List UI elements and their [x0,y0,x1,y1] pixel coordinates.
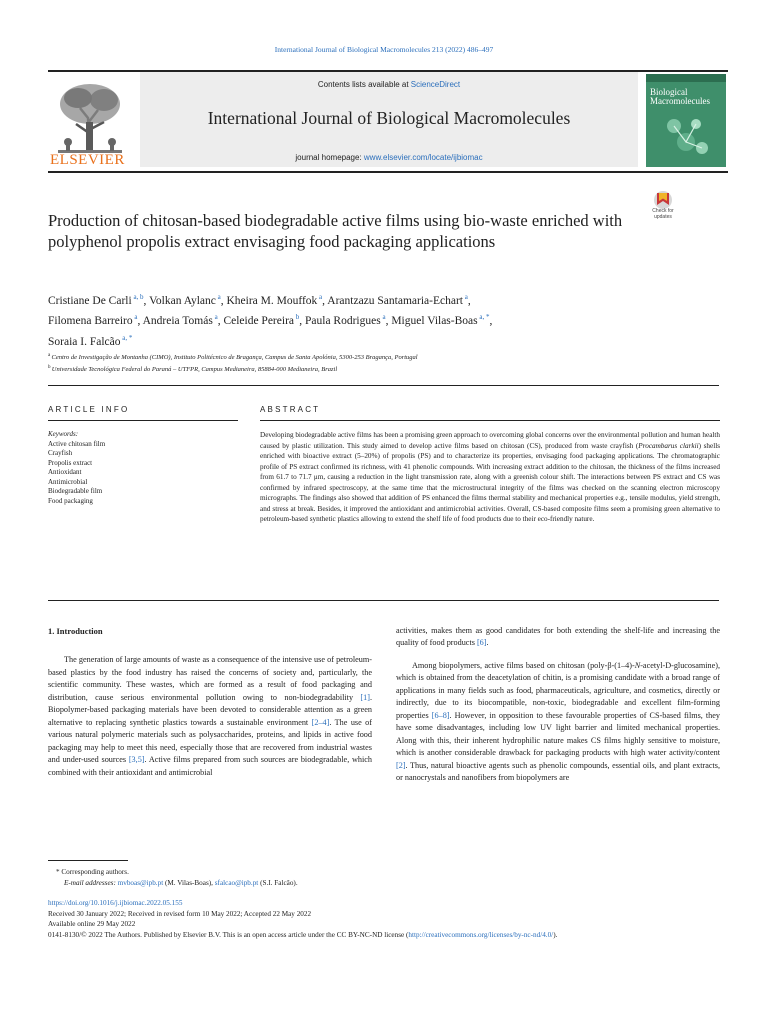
citation-link[interactable]: [2–4] [311,717,330,727]
affiliation-marker: b [48,364,52,370]
paragraph-text: . Thus, natural bioactive agents such as phenolic compounds, essential oils, and plant extracts, or nanocrystals and nanofibers from biopolymers are [396,760,720,782]
keyword-item: Food packaging [48,496,93,505]
author-affiliation-marker[interactable]: b [294,313,300,322]
author-separator: , [220,294,227,307]
author-separator: , [385,315,392,328]
keyword-item: Crayfish [48,449,73,457]
contents-prefix: Contents lists available at [317,80,411,89]
intro-paragraph-1-cont [396,625,720,650]
email-name-2: (S.I. Falcão). [258,878,298,887]
license-prefix: 0141-8130/© 2022 The Authors. Published by Elsevier B.V. This is an open access article under the CC BY-NC-ND license ( [48,930,409,939]
citation-link[interactable]: [6–8] [431,710,450,720]
cover-title-line2: Macromolecules [650,96,710,106]
paragraph-text: . The use of various natural polymeric materials such as polysaccharides, proteins, and lipids in active food packaging may help to meet this need, especially those that are recovered from industrial wastes and under-used sources [48,717,372,765]
cover-topbar [646,74,726,82]
cover-title [650,88,710,106]
citation-link[interactable]: [3,5] [128,755,145,765]
crossmark-badge-icon [648,190,678,210]
affiliation-item [48,351,688,363]
header-center-panel [140,72,638,167]
body-column-right [396,625,720,784]
author-list [48,289,688,350]
author-name: Kheira M. Mouffok [226,294,318,307]
author-separator: , [467,294,471,307]
corresponding-note: * Corresponding authors. [56,868,129,876]
crossmark-line2: updates [654,213,672,220]
author-name: Volkan Aylanc [149,294,216,307]
section-heading-introduction: 1. Introduction [48,626,103,636]
affiliation-list [48,351,688,374]
keyword-item: Antimicrobial [48,477,88,486]
author-affiliation-marker[interactable]: a, b [131,293,144,301]
paragraph-text: . [486,638,489,648]
email-link-2[interactable]: sfalcao@ipb.pt [214,878,259,887]
intro-paragraph-2 [396,660,720,785]
author-separator: , [217,315,224,328]
cover-molecule-icon [660,112,712,160]
paragraph-text: . Active films prepared from such sources are biodegradable, which combined with their antioxidant and antimicrobial [48,755,372,777]
author-name: Andreia Tomás [142,315,213,328]
affiliation-item [48,363,688,375]
article-info-heading: ARTICLE INFO [48,405,130,414]
divider-bottom [48,600,719,601]
author-separator: , [322,294,328,307]
abstract-heading: ABSTRACT [260,405,321,414]
paragraph-text: The generation of large amounts of waste as a consequence of the intensive use of petroleum-based plastics by the food industry has raised the concerns of society and, particularly, the scientific community. These wastes, which are formed as a result of food packaging and distribution, cause serious environmental pollution owing to non-biodegradability [48,655,372,702]
paragraph-gap [396,650,720,660]
paragraph-text: Among biopolymers, active films based on chitosan (poly-β-(1–4)- [412,660,635,670]
citation-link[interactable]: [2] [396,760,406,770]
author-name: Arantzazu Santamaria-Echart [327,294,463,307]
email-label: E-mail addresses: [64,878,118,887]
keywords-list [48,440,238,507]
author-affiliation-marker[interactable]: a [462,293,468,301]
species-name: Procambarus clarkii [638,441,699,450]
citation-link[interactable]: [6] [476,638,487,648]
email-line [48,878,728,889]
author-affiliation-marker[interactable]: a, * [477,313,490,322]
journal-reference[interactable]: International Journal of Biological Macromolecules 213 (2022) 486–497 [274,45,494,54]
author-separator: , [489,315,493,328]
sciencedirect-link[interactable]: ScienceDirect [410,80,461,89]
license-line [48,930,728,941]
author-separator: , [299,315,305,328]
license-suffix: ). [553,930,558,939]
paragraph-text: . However, in opposition to these favourable properties of CS-based films, they have some disadvantages, including low UV light barrier and limited mechanical properties. Along with this, their inherent hydrophilic nature makes CS films highly sensitive to moisture, which is another considerable drawback for packaging products with high water activity/content [396,710,720,758]
received-dates: Received 30 January 2022; Received in revised form 10 May 2022; Accepted 22 May 2022 [48,909,312,918]
author-name: Miguel Vilas-Boas [391,315,478,328]
affiliation-marker: a [48,353,52,358]
footnote-rule [48,860,128,861]
keywords-block [48,430,238,506]
author-affiliation-marker[interactable]: a [212,313,218,322]
crossmark-icon[interactable] [648,190,678,232]
keyword-item: Propolis extract [48,458,93,467]
journal-header [48,70,728,173]
citation-link[interactable]: [1] [360,692,370,702]
intro-paragraph-1 [48,654,372,779]
crossmark-label [648,209,678,220]
email-link-1[interactable]: mvboas@ipb.pt [117,878,164,887]
abstract-text: Developing biodegradable active films has been a promising green approach to overcoming global concerns over the environmental pollution and human health caused by plastic utilization. This study aimed to develop active films based on chitosan (CS), produced from waste crayfish (Procambarus clarkii) shells enriched with bioactive extract (5–20%) of propolis (PS) and to characterize its properties, envisaging food packaging applications. The chromatographic profile of PS extract confirmed its richness, with 41 phenolic compounds. With increasing extract addition to the chitosan, the thickness of the films increased from 61.7 to 71.7 μm, causing a reduction in the light transmission rate, along with a greenish colour shift. The interactions between PS extract and CS was confirmed by infrared spectroscopy, at the same time that the microstructural integrity of the films was checked on the scanning electron microscopy micrographs. The findings also showed that addition of PS enhanced the films thermal stability and mechanical properties e.g., tensile modulus, yield strength, and stress at break. Besides, it improved the antioxidant and antimicrobial activities. Overall, CS-based composite films seem a promising green alternative to petroleum-based synthetic plastics allowing to extend the shelf life of food products due to their eco-friendly nature. [260,431,720,523]
paragraph-text: activities, makes them as good candidates for both extending the shelf-life and increasing the quality of food products [396,626,720,648]
author-affiliation-marker[interactable]: a, * [120,333,133,342]
author-affiliation-marker[interactable]: a [380,313,386,322]
paragraph-text: -acetyl-D-glucosamine), which is obtained from the deacetylation of chitin, is a promising candidate with a broad range of applications in many fields such as food, pharmaceuticals, agriculture, and cosmetics, directly or indirectly, due to its biocompatible, non-toxic, biodegradable and excellent film-forming properties [396,660,720,720]
contents-line [140,80,638,89]
author-name: Celeide Pereira [223,315,294,328]
author-separator: , [143,294,150,307]
body-column-left [48,625,372,779]
author-affiliation-marker[interactable]: a [317,293,323,301]
available-online: Available online 29 May 2022 [48,920,136,928]
paragraph-text: . Biopolymer-based packaging materials have been devoted to considerable attention as a green alternative to replacing synthetic plastics towards a sustainable environment [48,692,372,727]
author-affiliation-marker[interactable]: a [132,313,138,322]
keyword-item: Active chitosan film [48,439,106,448]
affiliation-text: Centro de Investigação de Montanha (CIMO), Instituto Politécnico de Bragança, Campus de Santa Apolónia, 5300-253 Bragança, Portugal [51,354,418,362]
keyword-item: Antioxidant [48,468,82,476]
author-affiliation-marker[interactable]: a [215,293,221,301]
license-link[interactable]: http://creativecommons.org/licenses/by-nc-nd/4.0/ [408,930,554,939]
article-title: Production of chitosan-based biodegradable active films using bio-waste enriched with polyphenol propolis extract envisaging food packaging applications [48,211,623,251]
article-metadata [48,898,728,940]
homepage-line [140,153,638,162]
divider-top [48,385,719,386]
crossmark-line1: Check for [652,208,674,214]
author-separator: , [137,315,143,328]
elsevier-wordmark: ELSEVIER [50,152,125,168]
author-name: Cristiane De Carli [48,294,132,307]
journal-cover[interactable] [646,74,726,167]
doi-link[interactable]: https://doi.org/10.1016/j.ijbiomac.2022.05.155 [48,899,183,907]
homepage-prefix: journal homepage: [295,153,364,162]
cover-title-line1: Biological [650,87,688,97]
italic-text: N [634,660,641,670]
journal-title: International Journal of Biological Macromolecules [207,108,571,128]
author-name: Paula Rodrigues [305,315,381,328]
keyword-item: Biodegradable film [48,487,103,495]
affiliation-text: Universidade Tecnológica Federal do Paraná – UTFPR, Campus Medianeira, 85884-000 Medianeira, Brazil [51,365,338,373]
author-name: Filomena Barreiro [48,315,133,328]
author-name: Soraia I. Falcão [48,335,121,348]
article-info-rule [48,420,238,421]
abstract-rule [260,420,720,421]
email-name-1: (M. Vilas-Boas), [163,878,215,887]
keywords-label: Keywords: [48,430,79,438]
journal-homepage-link[interactable]: www.elsevier.com/locate/ijbiomac [363,153,483,162]
footnotes [48,867,728,888]
